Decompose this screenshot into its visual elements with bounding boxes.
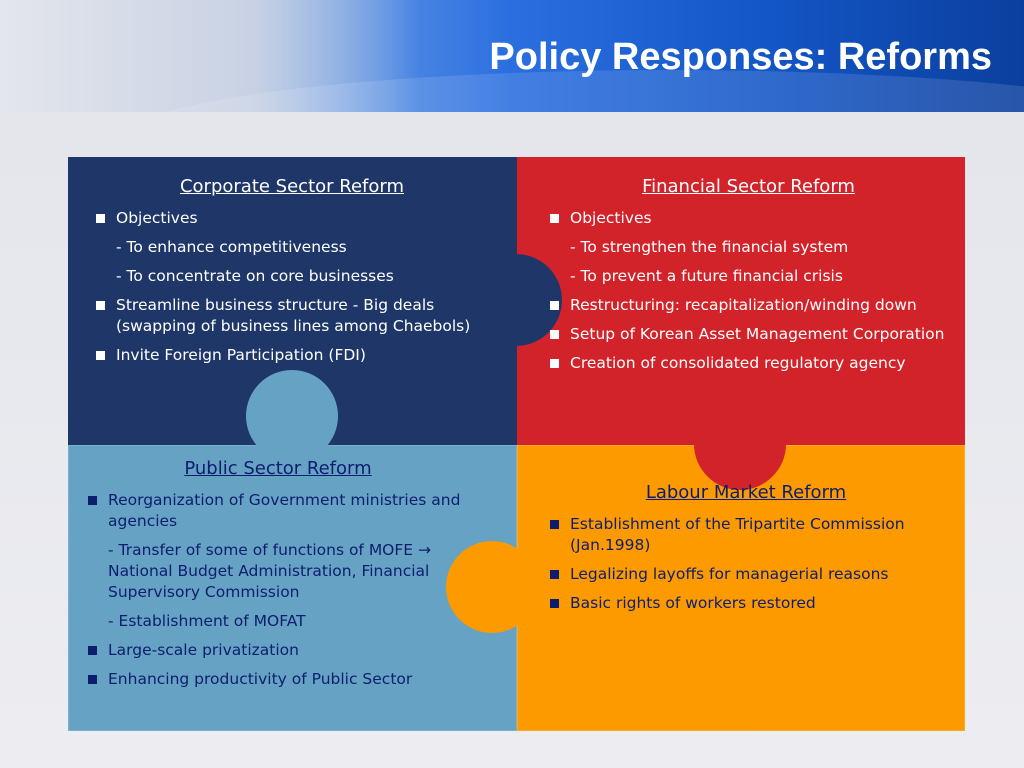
list-item: Creation of consolidated regulatory agency [546,353,951,374]
list-item: - Establishment of MOFAT [108,612,306,630]
financial-content [546,176,951,382]
connector-circle-top [246,370,338,462]
connector-circle-bottom [694,398,786,490]
financial-heading: Financial Sector Reform [642,176,855,197]
list-item: - To concentrate on core businesses [116,267,394,285]
list-item: - To prevent a future financial crisis [570,267,843,285]
list-item: Objectives [546,208,951,229]
list-item: Large-scale privatization [84,640,480,661]
labour-content [546,482,946,622]
public-content [84,458,480,698]
corporate-list [92,208,492,366]
public-list [84,490,480,690]
corporate-content [92,176,492,374]
list-item: Establishment of the Tripartite Commission (Jan.1998) [546,514,946,556]
financial-list [546,208,951,374]
list-item: - To strengthen the financial system [570,238,849,256]
slide-title: Policy Responses: Reforms [489,36,992,78]
list-item: Reorganization of Government ministries and agencies [84,490,480,532]
list-item: Streamline business structure - Big deals (swapping of business lines among Chaebols) [92,295,492,337]
public-heading: Public Sector Reform [184,458,372,479]
list-item: - Transfer of some of functions of MOFE → National Budget Administration, Financial Supervisory Commission [108,541,432,601]
list-item: Legalizing layoffs for managerial reasons [546,564,946,585]
list-item: Restructuring: recapitalization/winding down [546,295,951,316]
list-item: Setup of Korean Asset Management Corporation [546,324,951,345]
corporate-heading: Corporate Sector Reform [179,176,405,197]
list-item: Enhancing productivity of Public Sector [84,669,480,690]
list-item: Invite Foreign Participation (FDI) [92,345,492,366]
slide-header [0,0,1024,112]
list-item: Basic rights of workers restored [546,593,946,614]
list-item: Objectives [92,208,492,229]
list-item: - To enhance competitiveness [116,238,347,256]
labour-heading: Labour Market Reform [645,482,847,503]
labour-list [546,514,946,614]
